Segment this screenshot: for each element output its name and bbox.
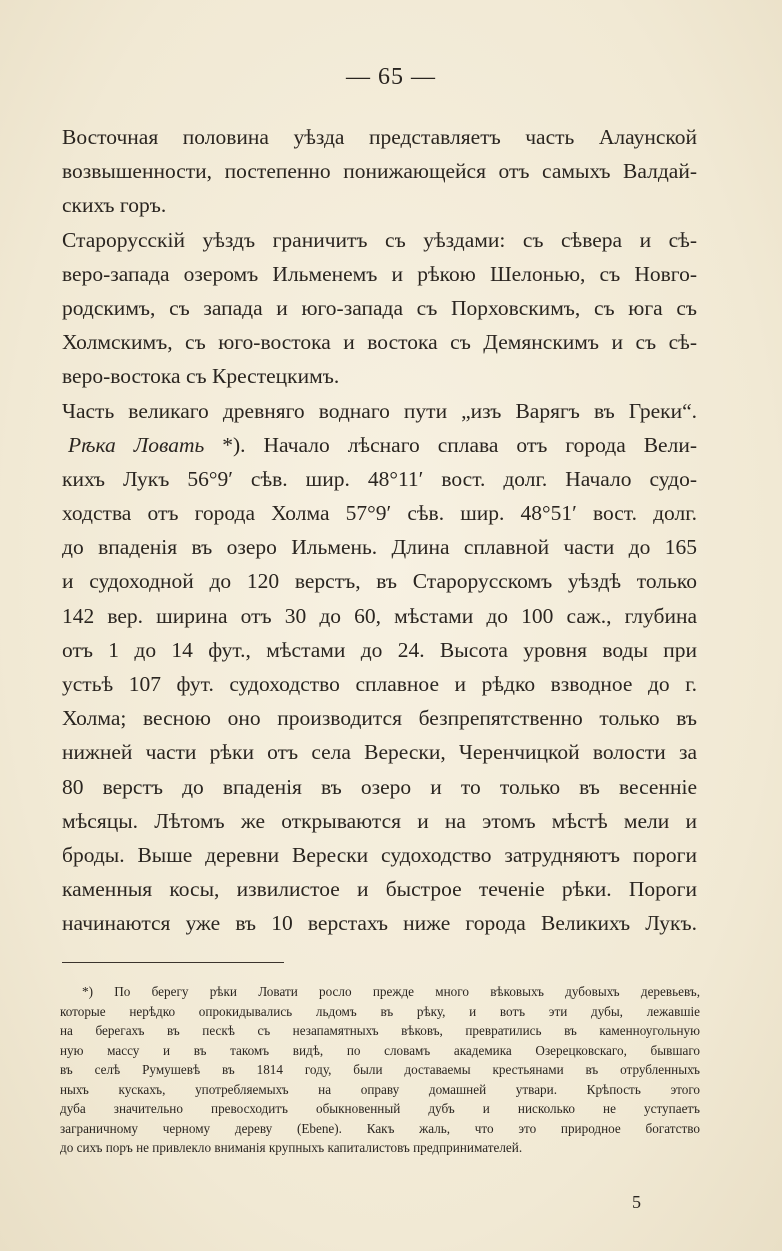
footnote	[60, 982, 700, 1158]
text-line: и судоходной до 120 верстъ, въ Старорусскомъ уѣздѣ только	[62, 569, 697, 594]
signature-mark: 5	[632, 1192, 641, 1212]
river-name: Рѣка Ловать	[68, 432, 205, 457]
river-heading-rest: *). Начало лѣснаго сплава отъ города Вели-	[204, 432, 697, 457]
text-line-river-heading	[62, 428, 697, 462]
footnote-line: заграничному черному дереву (Ebene). Какъ жаль, что это природное богатство	[60, 1120, 700, 1136]
text-line: Восточная половина уѣзда представляетъ часть Алаунской	[62, 125, 697, 149]
text-line: веро-востока съ Крестецкимъ.	[62, 364, 340, 389]
footnote-line: ныхъ кускахъ, употребляемыхъ на оправу домашней утвари. Крѣпость этого	[60, 1081, 700, 1097]
text-line: начинаются уже въ 10 верстахъ ниже города Великихъ Лукъ.	[62, 911, 697, 936]
text-line: 142 вер. ширина отъ 30 до 60, мѣстами до 100 саж., глубина	[62, 603, 697, 628]
text-line: до впаденія въ озеро Ильмень. Длина сплавной части до 165	[62, 535, 697, 560]
text-line: устьѣ 107 фут. судоходство сплавное и рѣдко взводное до г.	[62, 672, 697, 696]
text-line: родскимъ, съ запада и юго-запада съ Порховскимъ, съ юга съ	[62, 295, 697, 320]
text-line: мѣсяцы. Лѣтомъ же открываются и на этомъ мѣстѣ мели и	[62, 808, 697, 833]
footnote-divider	[62, 962, 284, 963]
footnote-line: которые нерѣдко опрокидывались льдомъ въ рѣку, и вотъ эти дубы, лежавшіе	[60, 1003, 700, 1019]
footnote-line: на берегахъ въ пескѣ съ незапамятныхъ вѣковъ, превратились въ каменноугольную	[60, 1023, 700, 1038]
page-number: — 65 —	[346, 64, 436, 90]
text-line: ходства отъ города Холма 57°9′ сѣв. шир. 48°51′ вост. долг.	[62, 501, 697, 526]
footnote-line: дуба значительно превосходитъ обыкновенный дубъ и нисколько не уступаетъ	[60, 1101, 700, 1116]
text-line: 80 верстъ до впаденія въ озеро и то только въ весенніе	[62, 774, 697, 799]
text-line: возвышенности, постепенно понижающейся отъ самыхъ Валдай-	[62, 159, 697, 184]
text-line: веро-запада озеромъ Ильменемъ и рѣкою Шелонью, съ Новго-	[62, 261, 697, 286]
text-line: Холма; весною оно производится безпрепятственно только въ	[62, 706, 697, 731]
text-line: Часть великаго древняго воднаго пути „изъ Варягъ въ Греки“.	[62, 398, 697, 423]
text-line: отъ 1 до 14 фут., мѣстами до 24. Высота уровня воды при	[62, 637, 697, 662]
text-line: скихъ горъ.	[62, 193, 167, 218]
main-text	[62, 120, 697, 941]
footnote-line: *) По берегу рѣки Ловати росло прежде много вѣковыхъ дубовыхъ деревьевъ,	[82, 984, 700, 999]
text-line: каменныя косы, извилистое и быстрое теченіе рѣки. Пороги	[62, 877, 697, 902]
text-line: нижней части рѣки отъ села Верески, Черенчицкой волости за	[62, 740, 697, 765]
text-line: кихъ Лукъ 56°9′ сѣв. шир. 48°11′ вост. долг. Начало судо-	[62, 466, 697, 491]
footnote-line: до сихъ поръ не привлекло вниманія крупныхъ капиталистовъ предпринимателей.	[60, 1140, 523, 1155]
text-line: Холмскимъ, съ юго-востока и востока съ Демянскимъ и съ сѣ-	[62, 330, 697, 355]
footnote-line: въ селѣ Румушевѣ въ 1814 году, были доставаемы крестьянами въ отрубленныхъ	[60, 1062, 700, 1077]
footnote-line: ную массу и въ такомъ видѣ, по словамъ академика Озерецковскаго, бывшаго	[60, 1042, 700, 1058]
text-line: броды. Выше деревни Верески судоходство затрудняютъ пороги	[62, 842, 697, 867]
text-line: Старорусскій уѣздъ граничитъ съ уѣздами: съ сѣвера и сѣ-	[62, 227, 697, 252]
